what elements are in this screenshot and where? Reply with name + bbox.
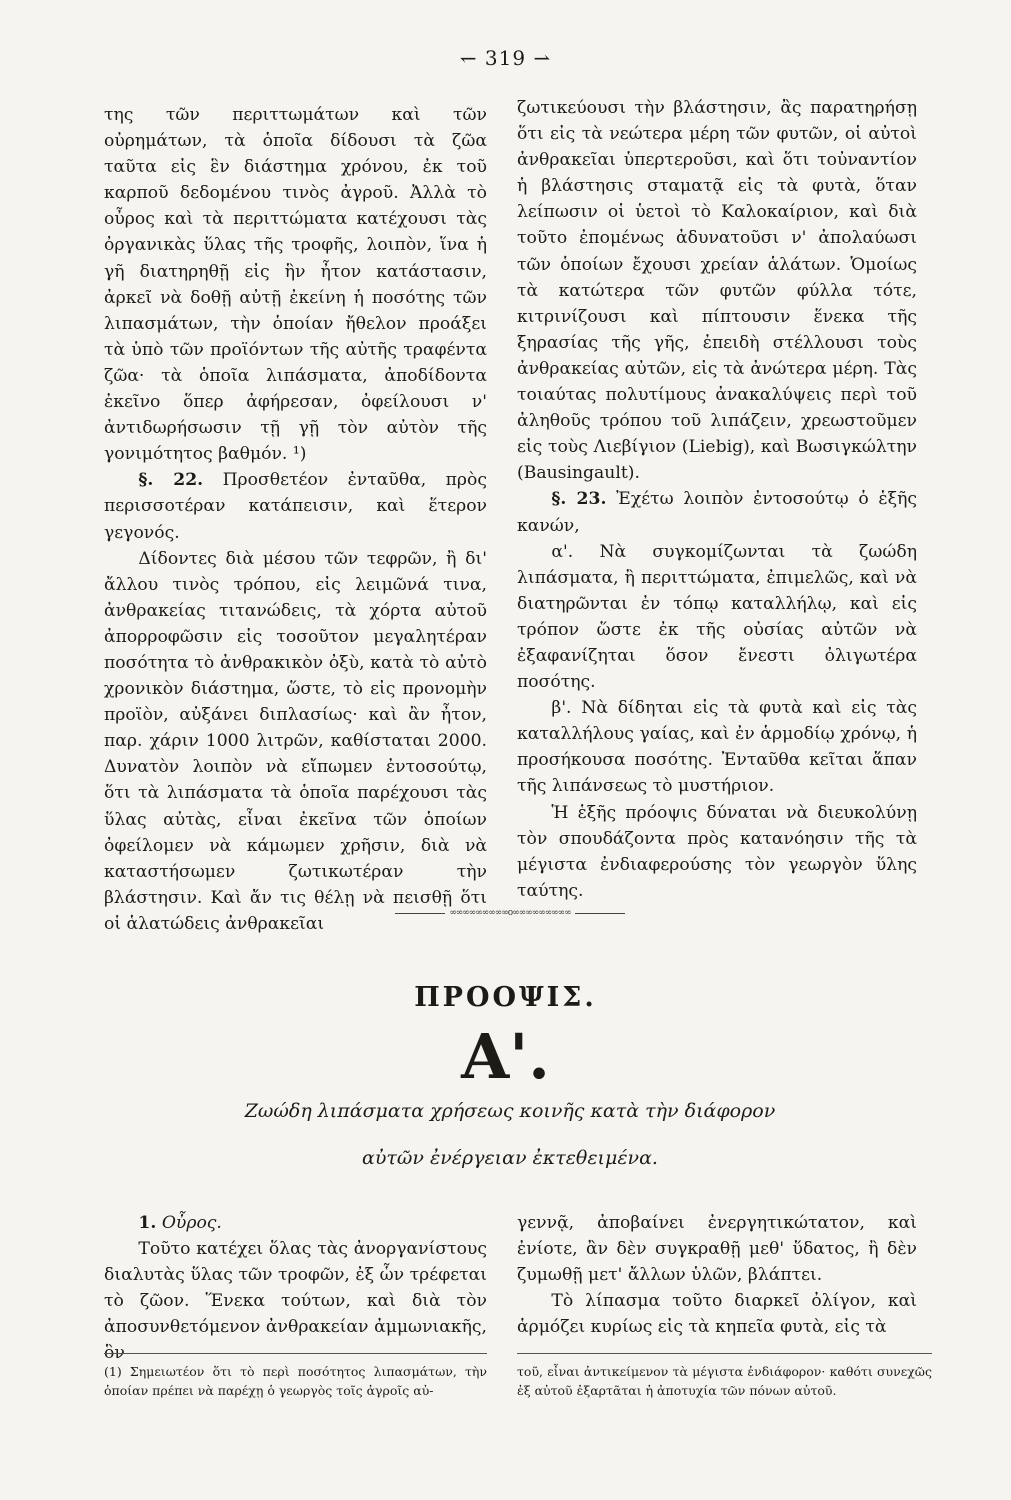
- rule-label: α'.: [551, 541, 574, 562]
- rule-label: β'.: [551, 698, 572, 719]
- paragraph: Τοῦτο κατέχει ὅλας τὰς ἀνοργανίστους διαλυτὰς ὕλας τῶν τροφῶν, ἐξ ὧν τρέφεται τὸ ζῶον. Ἕνεκα τούτων, καὶ διὰ τὸν ἀποσυνθετόμενον ἀνθρακείαν ἀμμωνιακῆς, ὃν: [104, 1239, 487, 1364]
- right-column-top: [517, 95, 917, 904]
- section-number: §. 22.: [138, 470, 204, 491]
- section-letter: Α'.: [461, 1020, 550, 1093]
- section-title: ΠΡΟΟΨΙΣ.: [414, 982, 597, 1013]
- paragraph: γεννᾷ, ἀποβαίνει ἐνεργητικώτατον, καὶ ἐνίοτε, ἂν δὲν συγκραθῇ μεθ' ὕδατος, ἢ δὲν ζυμωθῇ μετ' ἄλλων ὑλῶν, βλάπτει.: [517, 1213, 917, 1286]
- page-number: 319: [484, 46, 527, 70]
- header-ornament-left: ↽: [459, 46, 478, 70]
- footnote-right: τοῦ, εἶναι ἀντικείμενον τὰ μέγιστα ἐνδιάφορον· καθότι συνεχῶς ἐξ αὐτοῦ ἐξαρτᾶται ἡ ἀποτυχία τῶν πόνων αὐτοῦ.: [517, 1364, 932, 1398]
- right-column-bottom: [517, 1210, 917, 1340]
- separator-line: [575, 913, 625, 914]
- section-text: Προσθετέον ἐνταῦθα, πρὸς περισσοτέραν κατάπεισιν, καὶ ἕτερον γεγονός.: [104, 470, 487, 543]
- ornamental-separator: [395, 908, 625, 918]
- separator-line: [395, 913, 445, 914]
- section-22: [104, 467, 487, 545]
- paragraph: ζωτικεύουσι τὴν βλάστησιν, ἂς παρατηρήσῃ ὅτι εἰς τὰ νεώτερα μέρη τῶν φυτῶν, οἱ αὐτοὶ ἀνθρακεῖαι ὑπερτεροῦσι, καὶ ὅτι τοὐναντίον ἡ βλάστησις σταματᾷ εἰς τὰ φυτὰ, ὅταν λείπωσιν οἱ ὑετοὶ τὸ Καλοκαίριον, καὶ διὰ τοῦτο ἐπομένως ἀδυνατοῦσι ν' ἀπολαύωσι τῶν ὁποίων ἔχουσι χρείαν ἁλάτων. Ὁμοίως τὰ κατώτερα τῶν φυτῶν φύλλα τότε, κιτρινίζουσι καὶ πίπτουσιν ἕνεκα τῆς ξηρασίας τῆς γῆς, ἐπειδὴ στέλλουσι τοὺς ἀνθρακείας αὐτῶν, εἰς τὰ ἀνώτερα μέρη. Τὰς τοιαύτας πολυτίμους ἀνακαλύψεις περὶ τοῦ ἀληθοῦς τρόπου τοῦ λιπάζειν, χρεωστοῦμεν εἰς τοὺς Λιεβίγιον (Liebig), καὶ Βωσιγκώλτην (Bausingault).: [517, 98, 917, 484]
- section-number: §. 23.: [551, 489, 607, 510]
- rule-text: Νὰ δίδηται εἰς τὰ φυτὰ καὶ εἰς τὰς καταλλήλους γαίας, καὶ ἐν ἁρμοδίῳ χρόνῳ, ἡ προσήκουσα ποσότης. Ἐνταῦθα κεῖται ἅπαν τῆς λιπάνσεως τὸ μυστήριον.: [517, 698, 917, 797]
- rule-a: [517, 539, 917, 696]
- rule-b: [517, 695, 917, 799]
- paragraph: της τῶν περιττωμάτων καὶ τῶν οὐρημάτων, τὰ ὁποῖα δίδουσι τὰ ζῶα ταῦτα εἰς ἓν διάστημα χρόνου, ἐκ τοῦ καρποῦ δεδομένου τινὸς ἀγροῦ. Ἀλλὰ τὸ οὖρος καὶ τὰ περιττώματα κατέχουσι τὰς ὀργανικὰς ὕλας τῆς τροφῆς, λοιπὸν, ἵνα ἡ γῆ διατηρηθῇ εἰς ἣν ἦτον κατάστασιν, ἀρκεῖ νὰ δοθῇ αὐτῇ ἐκείνη ἡ ποσότης τῶν λιπασμάτων, τὴν ὁποίαν ἤθελον προάξει τὰ ὑπὸ τῶν προϊόντων τῆς αὐτῆς τραφέντα ζῶα· τὰ ὁποῖα λιπάσματα, ἀποδίδοντα ἐκεῖνο ὅπερ ἀφήρεσαν, ὀφείλουσι ν' ἀντιδωρήσωσιν τῇ γῇ τὸν αὐτὸν τῆς γονιμότητος βαθμόν. ¹): [104, 105, 487, 465]
- item-heading: [104, 1210, 487, 1236]
- footnote-rule: [104, 1353, 487, 1354]
- paragraph: Ἡ ἑξῆς πρόοψις δύναται νὰ διευκολύνῃ τὸν σπουδάζοντα πρὸς κατανόησιν τῆς τὰ μέγιστα ἐνδιαφερούσης τὸν γεωργὸν ὕλης ταύτης.: [517, 802, 917, 901]
- paragraph: Δίδοντες διὰ μέσου τῶν τεφρῶν, ἢ δι' ἄλλου τινὸς τρόπου, εἰς λειμῶνά τινα, ἀνθρακείας τιτανώδεις, τὰ χόρτα αὐτοῦ ἀπορροφῶσιν εἰς τοσοῦτον μεγαλητέραν ποσότητα τὸ ἀνθρακικὸν ὀξὺ, κατὰ τὸ αὐτὸ χρονικὸν διάστημα, ὥστε, τὸ εἰς προνομὴν προϊὸν, αὐξάνει διπλασίως· καὶ ἂν ἦτον, παρ. χάριν 1000 λιτρῶν, καθίσταται 2000. Δυνατὸν λοιπὸν νὰ εἴπωμεν ἐντοσούτῳ, ὅτι τὰ λιπάσματα τὰ ὁποῖα παρέχουσι τὰς ὕλας αὐτὰς, εἶναι ἐκεῖνα τῶν ὁποίων ὀφείλομεν νὰ κάμωμεν χρῆσιν, διὰ νὰ καταστήσωμεν ζωτικωτέραν τὴν βλάστησιν. Καὶ ἄν τις θέλῃ νὰ πεισθῇ ὅτι οἱ ἁλατώδεις ἀνθρακεῖαι: [104, 548, 487, 934]
- footnote-left: (1) Σημειωτέον ὅτι τὸ περὶ ποσότητος λιπασμάτων, τὴν ὁποίαν πρέπει νὰ παρέχῃ ὁ γεωργὸς τοῖς ἀγροῖς αὐ-: [104, 1364, 487, 1398]
- section-subtitle-line1: Ζωώδη λιπάσματα χρήσεως κοινῆς κατὰ τὴν διάφορον: [244, 1100, 776, 1122]
- separator-ornament: ∞∞∞∞∞∞∞∞∞o∞∞∞∞∞∞∞∞∞: [449, 908, 571, 918]
- item-title: Οὖρος.: [161, 1213, 222, 1233]
- section-text: Ἐχέτω λοιπὸν ἐντοσούτῳ ὁ ἑξῆς κανών,: [517, 489, 917, 536]
- footnote-rule: [517, 1353, 932, 1354]
- left-column-top: [104, 102, 487, 937]
- section-23: [517, 486, 917, 538]
- section-subtitle-line2: αὐτῶν ἐνέργειαν ἐκτεθειμένα.: [362, 1147, 658, 1169]
- left-column-bottom: [104, 1210, 487, 1367]
- item-number: 1.: [138, 1213, 157, 1233]
- header-ornament-right: ⇀: [533, 46, 552, 70]
- paragraph: Τὸ λίπασμα τοῦτο διαρκεῖ ὀλίγον, καὶ ἁρμόζει κυρίως εἰς τὰ κηπεῖα φυτὰ, εἰς τὰ: [517, 1291, 917, 1338]
- page-header: [0, 46, 1011, 70]
- rule-text: Νὰ συγκομίζωνται τὰ ζωώδη λιπάσματα, ἢ περιττώματα, ἐπιμελῶς, καὶ νὰ διατηρῶνται ἐν τόπῳ καταλλήλῳ, καὶ εἰς τρόπον ὥστε ἐκ τῆς οὐσίας αὐτῶν νὰ ἐξαφανίζηται ὅσον ἔνεστι ὀλιγωτέρα ποσότης.: [517, 541, 917, 693]
